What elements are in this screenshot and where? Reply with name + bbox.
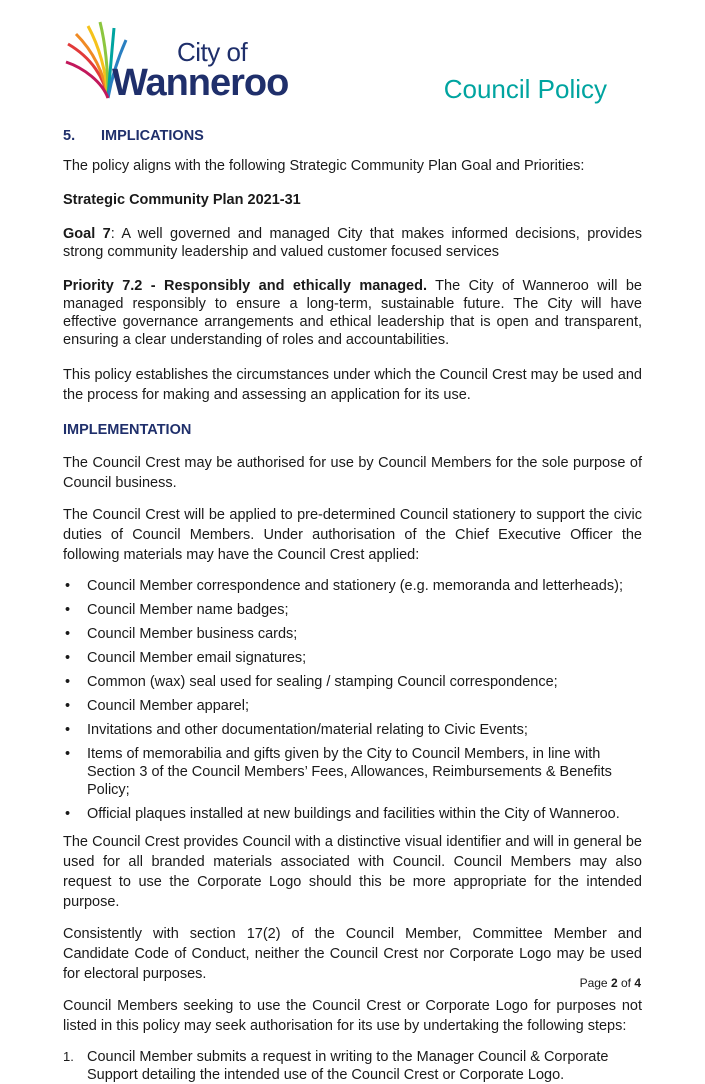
list-item: • Council Member name badges; [65, 602, 289, 618]
city-logo [64, 18, 294, 104]
page-number: Page 2 of 4 [579, 976, 641, 990]
implementation-para-3: The Council Crest provides Council with a distinctive visual identifier and will in general be used for all branded materials associated with Council. Council Members may also request to use the Corporate Logo should this be more appropriate for the intended purpose. [63, 834, 642, 910]
bullet-icon: • [65, 650, 71, 666]
implementation-para-5: Council Members seeking to use the Council Crest or Corporate Logo for purposes not listed in this policy may seek authorisation for its use by undertaking the following steps: [63, 998, 642, 1034]
priority-label: Priority 7.2 - Responsibly and ethically managed. [63, 278, 428, 294]
page-current: 2 [610, 976, 618, 990]
priority-text: The City of Wanneroo will be managed responsibly to ensure a long-term, sustainable future. The City will have effective governance arrangements and ethical leadership that is open and transparent, ensuring a clear understanding of roles and accountabilities. [63, 278, 642, 348]
bullet-icon: • [65, 806, 71, 822]
logo-wanneroo-text: Wanneroo [112, 62, 289, 104]
section-heading-implementation: IMPLEMENTATION [63, 422, 192, 438]
document-body [63, 127, 642, 1084]
list-item: • Council Member email signatures; [65, 650, 307, 666]
authorisation-steps-list [63, 1048, 642, 1084]
section-number: 5. [63, 128, 76, 144]
step-text: Council Member submits a request in writing to the Manager Council & Corporate Support detailing the intended use of the Council Crest or Corporate Logo. [87, 1049, 609, 1083]
plan-title: Strategic Community Plan 2021-31 [63, 192, 301, 208]
implementation-para-1: The Council Crest may be authorised for use by Council Members for the sole purpose of Council business. [63, 455, 642, 491]
bullet-icon: • [65, 578, 71, 594]
implications-closing: This policy establishes the circumstances under which the Council Crest may be used and the process for making and assessing an application for its use. [63, 367, 642, 403]
bullet-icon: • [65, 626, 71, 642]
bullet-icon: • [65, 674, 71, 690]
implementation-para-2: The Council Crest will be applied to pre-determined Council stationery to support the civic duties of Council Members. Under authorisation of the Chief Executive Officer the following materials may have the Council Crest applied: [63, 507, 642, 563]
step-number: 1. [63, 1049, 74, 1064]
list-item: • Official plaques installed at new buildings and facilities within the City of Wanneroo. [65, 806, 620, 822]
implications-intro: The policy aligns with the following Strategic Community Plan Goal and Priorities: [63, 158, 585, 174]
goal-text: : A well governed and managed City that makes informed decisions, provides strong community leadership and valued customer focused services [63, 226, 643, 260]
bullet-icon: • [65, 746, 71, 762]
list-item: • Items of memorabilia and gifts given by the City to Council Members, in line with Section 3 of the Council Members’ Fees, Allowances, Reimbursements & Benefits Policy; [65, 746, 612, 798]
crest-materials-list [63, 577, 642, 823]
implementation-para-4: Consistently with section 17(2) of the Council Member, Committee Member and Candidate Code of Conduct, neither the Council Crest nor Corporate Logo may be used for electoral purposes. [63, 926, 642, 982]
bullet-icon: • [65, 722, 71, 738]
page-total: 4 [634, 976, 641, 990]
document-type-title: Council Policy [443, 74, 607, 104]
priority-paragraph [63, 277, 642, 349]
section-title: IMPLICATIONS [101, 128, 204, 144]
list-item: • Common (wax) seal used for sealing / stamping Council correspondence; [65, 674, 558, 690]
list-item: • Council Member apparel; [65, 698, 249, 714]
bullet-icon: • [65, 602, 71, 618]
page-header [0, 0, 705, 112]
list-item: • Invitations and other documentation/material relating to Civic Events; [65, 722, 528, 738]
list-item: • Council Member correspondence and stationery (e.g. memoranda and letterheads); [65, 578, 623, 594]
goal-paragraph [63, 225, 642, 261]
bullet-icon: • [65, 698, 71, 714]
section-heading-implications [63, 127, 642, 145]
list-item: • Council Member business cards; [65, 626, 298, 642]
goal-label: Goal 7 [63, 226, 111, 242]
logo-city-text: City of [177, 37, 248, 67]
list-item [63, 1048, 642, 1084]
